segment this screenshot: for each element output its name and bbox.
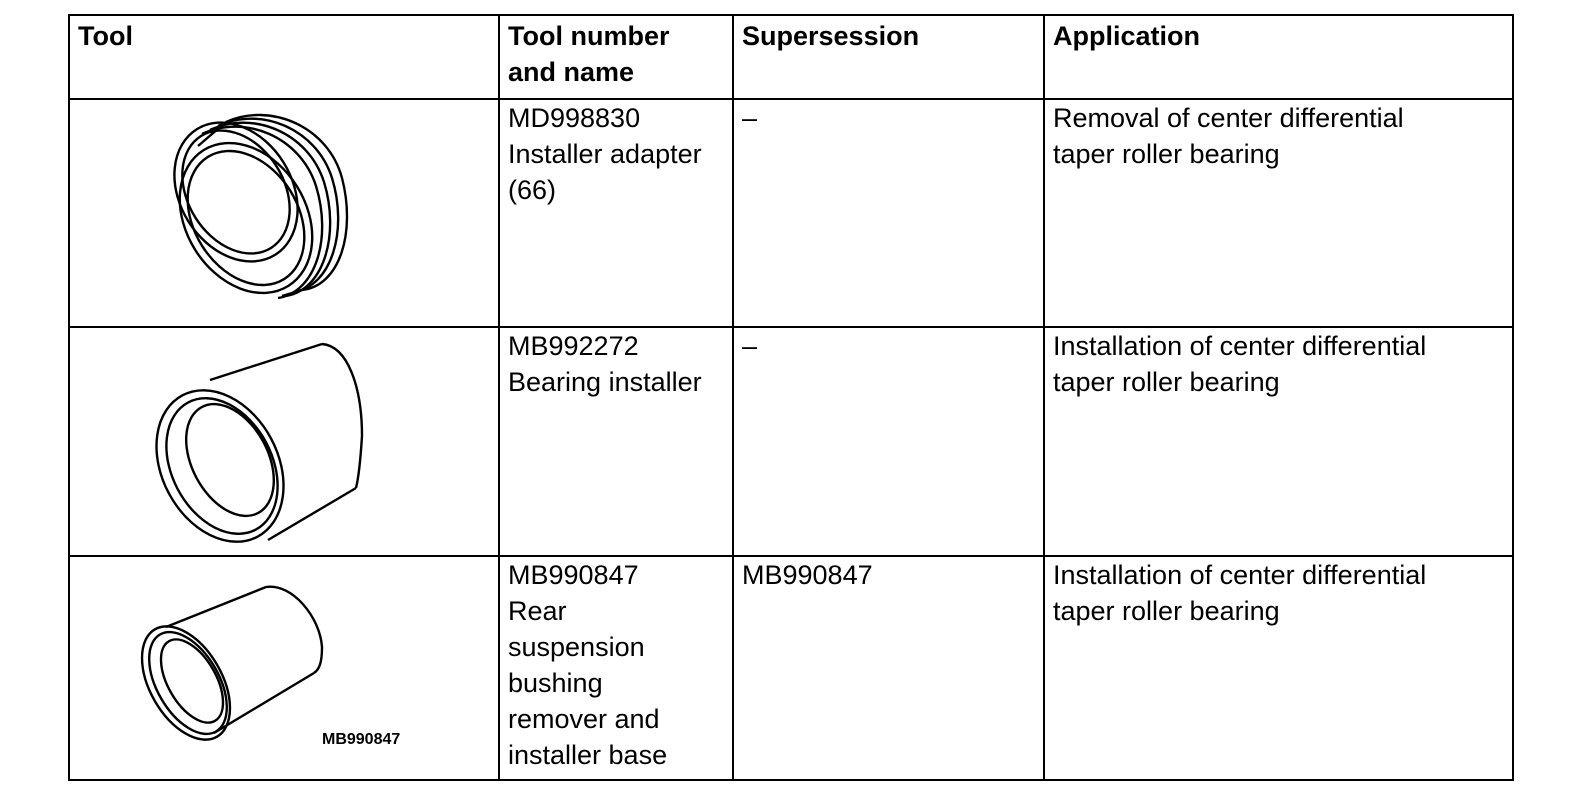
supersession-value: MB990847: [742, 559, 873, 590]
supersession-value: –: [742, 103, 758, 134]
tool-number-cell: [499, 99, 733, 327]
header-supersession: Supersession: [733, 15, 1044, 99]
application-line: taper roller bearing: [1053, 367, 1280, 398]
application-line: Installation of center differential: [1053, 559, 1427, 590]
header-application: Application: [1044, 15, 1513, 99]
tool-name-line: Bearing installer: [508, 367, 702, 398]
tool-name-line: bushing: [508, 667, 603, 698]
header-row: [69, 15, 1513, 99]
special-tools-table: [68, 14, 1514, 781]
tool-name-line: suspension: [508, 631, 645, 662]
table-row: [69, 99, 1513, 327]
application-line: Removal of center differential: [1053, 103, 1404, 134]
tool-image-label: MB990847: [322, 730, 401, 748]
tool-image-cell: [69, 99, 499, 327]
application-cell: [1044, 327, 1513, 555]
tool-image-cell: [69, 327, 499, 555]
tool-image-cell: [69, 556, 499, 780]
supersession-cell: [733, 327, 1044, 555]
application-line: taper roller bearing: [1053, 139, 1280, 170]
header-tool-number: Tool number and name: [499, 15, 733, 99]
bushing-remover-base-icon: [70, 557, 498, 780]
supersession-value: –: [742, 331, 758, 362]
tool-number: MD998830: [508, 103, 641, 134]
application-line: Installation of center differential: [1053, 331, 1427, 362]
installer-adapter-ring-icon: [70, 100, 498, 326]
table-row: [69, 327, 1513, 555]
supersession-cell: [733, 99, 1044, 327]
application-line: taper roller bearing: [1053, 595, 1280, 626]
tool-number-cell: [499, 556, 733, 780]
tool-name-line: Rear: [508, 595, 567, 626]
tool-number: MB992272: [508, 331, 639, 362]
supersession-cell: [733, 556, 1044, 780]
application-cell: [1044, 99, 1513, 327]
tool-number-cell: [499, 327, 733, 555]
tool-name-line: installer base: [508, 739, 668, 770]
bearing-installer-cylinder-icon: [70, 328, 498, 554]
tool-name-line: remover and: [508, 703, 660, 734]
tool-number: MB990847: [508, 559, 639, 590]
table-row: [69, 556, 1513, 780]
tool-name-line: (66): [508, 175, 557, 206]
application-cell: [1044, 556, 1513, 780]
tool-name-line: Installer adapter: [508, 139, 702, 170]
header-tool: Tool: [69, 15, 499, 99]
